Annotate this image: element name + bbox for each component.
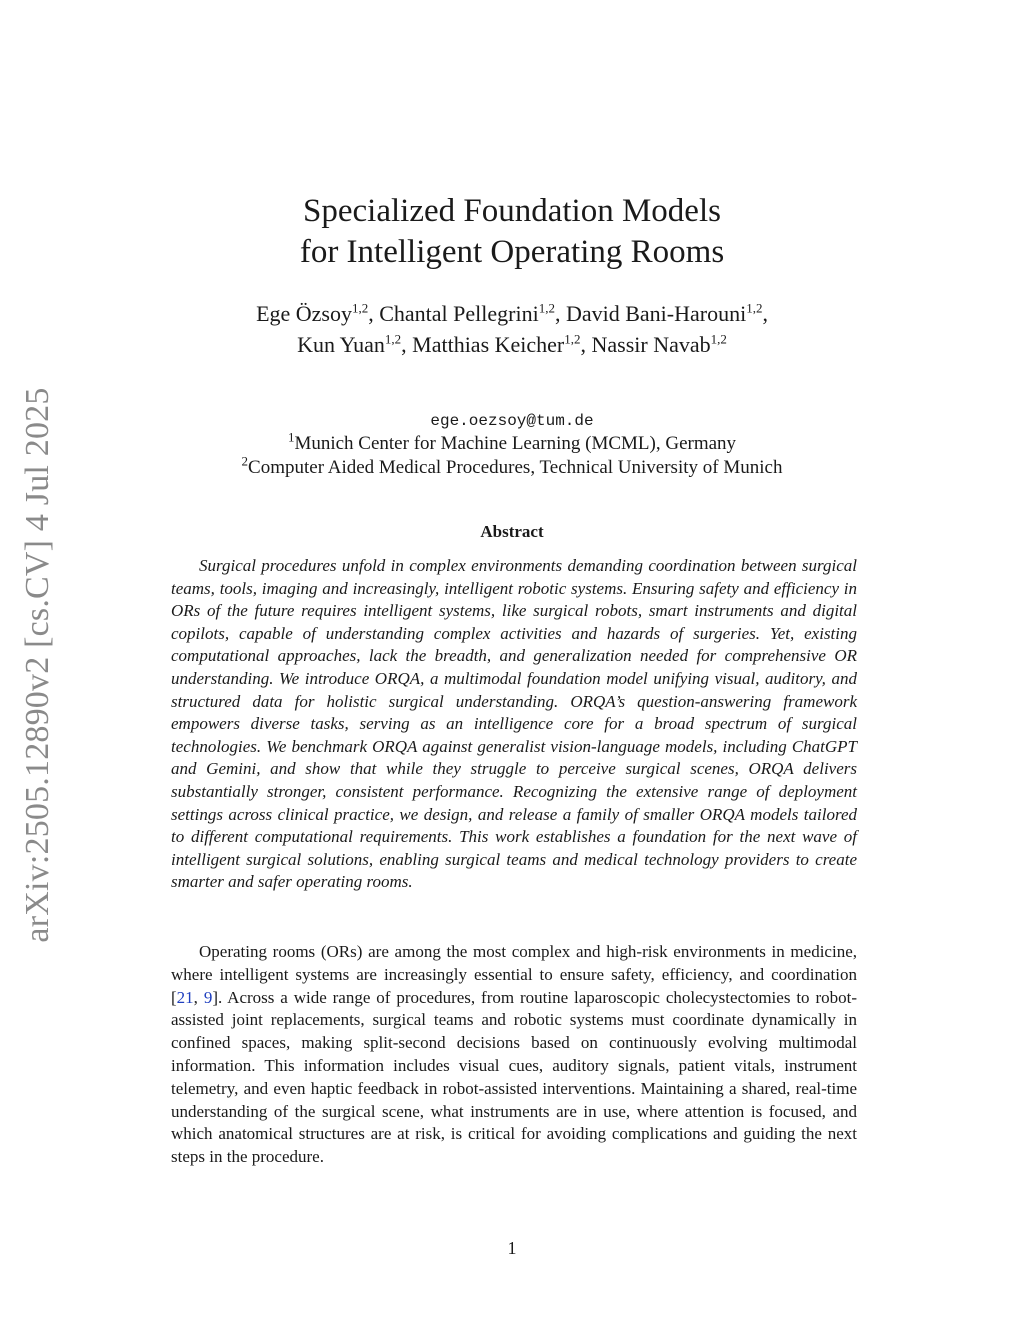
author-separator: , <box>368 301 380 326</box>
abstract-heading: Abstract <box>480 522 544 541</box>
intro-text-part-2: ]. Across a wide range of procedures, from routine laparoscopic cholecystectomies to robot-assisted joint replacements, surgical teams and robotic systems must coordinate dynamically in confined spaces, making split-second decisions based on continuously evolving multimodal information. This information includes visual cues, auditory signals, patient vitals, instrument telemetry, and even haptic feedback in robot-assisted interventions. Maintaining a shared, real-time understanding of the surgical scene, what instruments are in use, where attention is focused, and which anatomical structures are at risk, is critical for avoiding complications and guiding the next steps in the procedure. <box>171 987 857 1167</box>
affiliation-1 <box>0 429 1024 456</box>
contact-email[interactable]: ege.oezsoy@tum.de <box>430 412 594 430</box>
citation-link[interactable]: 9 <box>203 987 213 1007</box>
intro-text-part-1: Operating rooms (ORs) are among the most complex and high-risk environments in medicine, where intelligent systems are increasingly essential to ensure safety, efficiency, and coordination [ <box>171 942 857 1007</box>
arxiv-identifier-text: arXiv:2505.12890v2 [cs.CV] 4 Jul 2025 <box>19 387 56 942</box>
author-name: Matthias Keicher <box>412 332 565 357</box>
citation-link[interactable]: 21 <box>176 987 194 1007</box>
author-affiliation-mark: 1,2 <box>746 300 763 316</box>
authors-line-2 <box>0 330 1024 360</box>
author-name: Nassir Navab <box>591 332 711 357</box>
introduction-paragraph <box>171 941 857 1169</box>
affiliation-text: Computer Aided Medical Procedures, Technical University of Munich <box>248 457 783 478</box>
author-name: Ege Özsoy <box>256 301 352 326</box>
abstract-text: Surgical procedures unfold in complex environments demanding coordination between surgical teams, tools, imaging and increasingly, intelligent robotic systems. Ensuring safety and efficiency in ORs of the future requires intelligent systems, like surgical robots, smart instruments and digital copilots, capable of understanding complex activities and hazards of surgeries. Yet, existing computational approaches, lack the breadth, and generalization needed for comprehensive OR understanding. We introduce ORQA, a multimodal foundation model unifying visual, auditory, and structured data for holistic surgical understanding. ORQA’s question-answering framework empowers diverse tasks, serving as an intelligence core for a broad spectrum of surgical technologies. We benchmark ORQA against generalist vision-language models, including ChatGPT and Gemini, and show that while they struggle to perceive surgical scenes, ORQA delivers substantially stronger, consistent performance. Recognizing the extensive range of deployment settings across clinical practice, we design, and release a family of smaller ORQA models tailored to different computational requirements. This work establishes a foundation for the next wave of intelligent surgical solutions, enabling surgical teams and medical technology providers to create smarter and safer operating rooms. <box>171 556 857 892</box>
paper-title-line-1: Specialized Foundation Models <box>303 193 721 229</box>
paper-title-line-2: for Intelligent Operating Rooms <box>299 234 725 270</box>
author-name: David Bani-Harouni <box>565 301 747 326</box>
author-separator: , <box>401 332 413 357</box>
affiliation-mark: 1 <box>287 429 295 445</box>
author-name: Chantal Pellegrini <box>379 301 539 326</box>
author-separator: , <box>580 332 592 357</box>
author-affiliation-mark: 1,2 <box>710 331 727 347</box>
affiliation-text: Munich Center for Machine Learning (MCML), Germany <box>294 433 737 454</box>
author-name: Kun Yuan <box>297 332 385 357</box>
author-affiliation-mark: 1,2 <box>351 300 369 316</box>
authors-line-1 <box>0 299 1024 329</box>
page-number: 1 <box>507 1238 517 1258</box>
citation-separator: , <box>193 987 204 1007</box>
author-separator: , <box>554 301 566 326</box>
author-affiliation-mark: 1,2 <box>564 331 581 347</box>
author-affiliation-mark: 1,2 <box>384 331 402 347</box>
author-separator: , <box>762 301 768 326</box>
author-affiliation-mark: 1,2 <box>538 300 555 316</box>
affiliation-2 <box>0 453 1024 480</box>
affiliation-mark: 2 <box>241 453 249 469</box>
